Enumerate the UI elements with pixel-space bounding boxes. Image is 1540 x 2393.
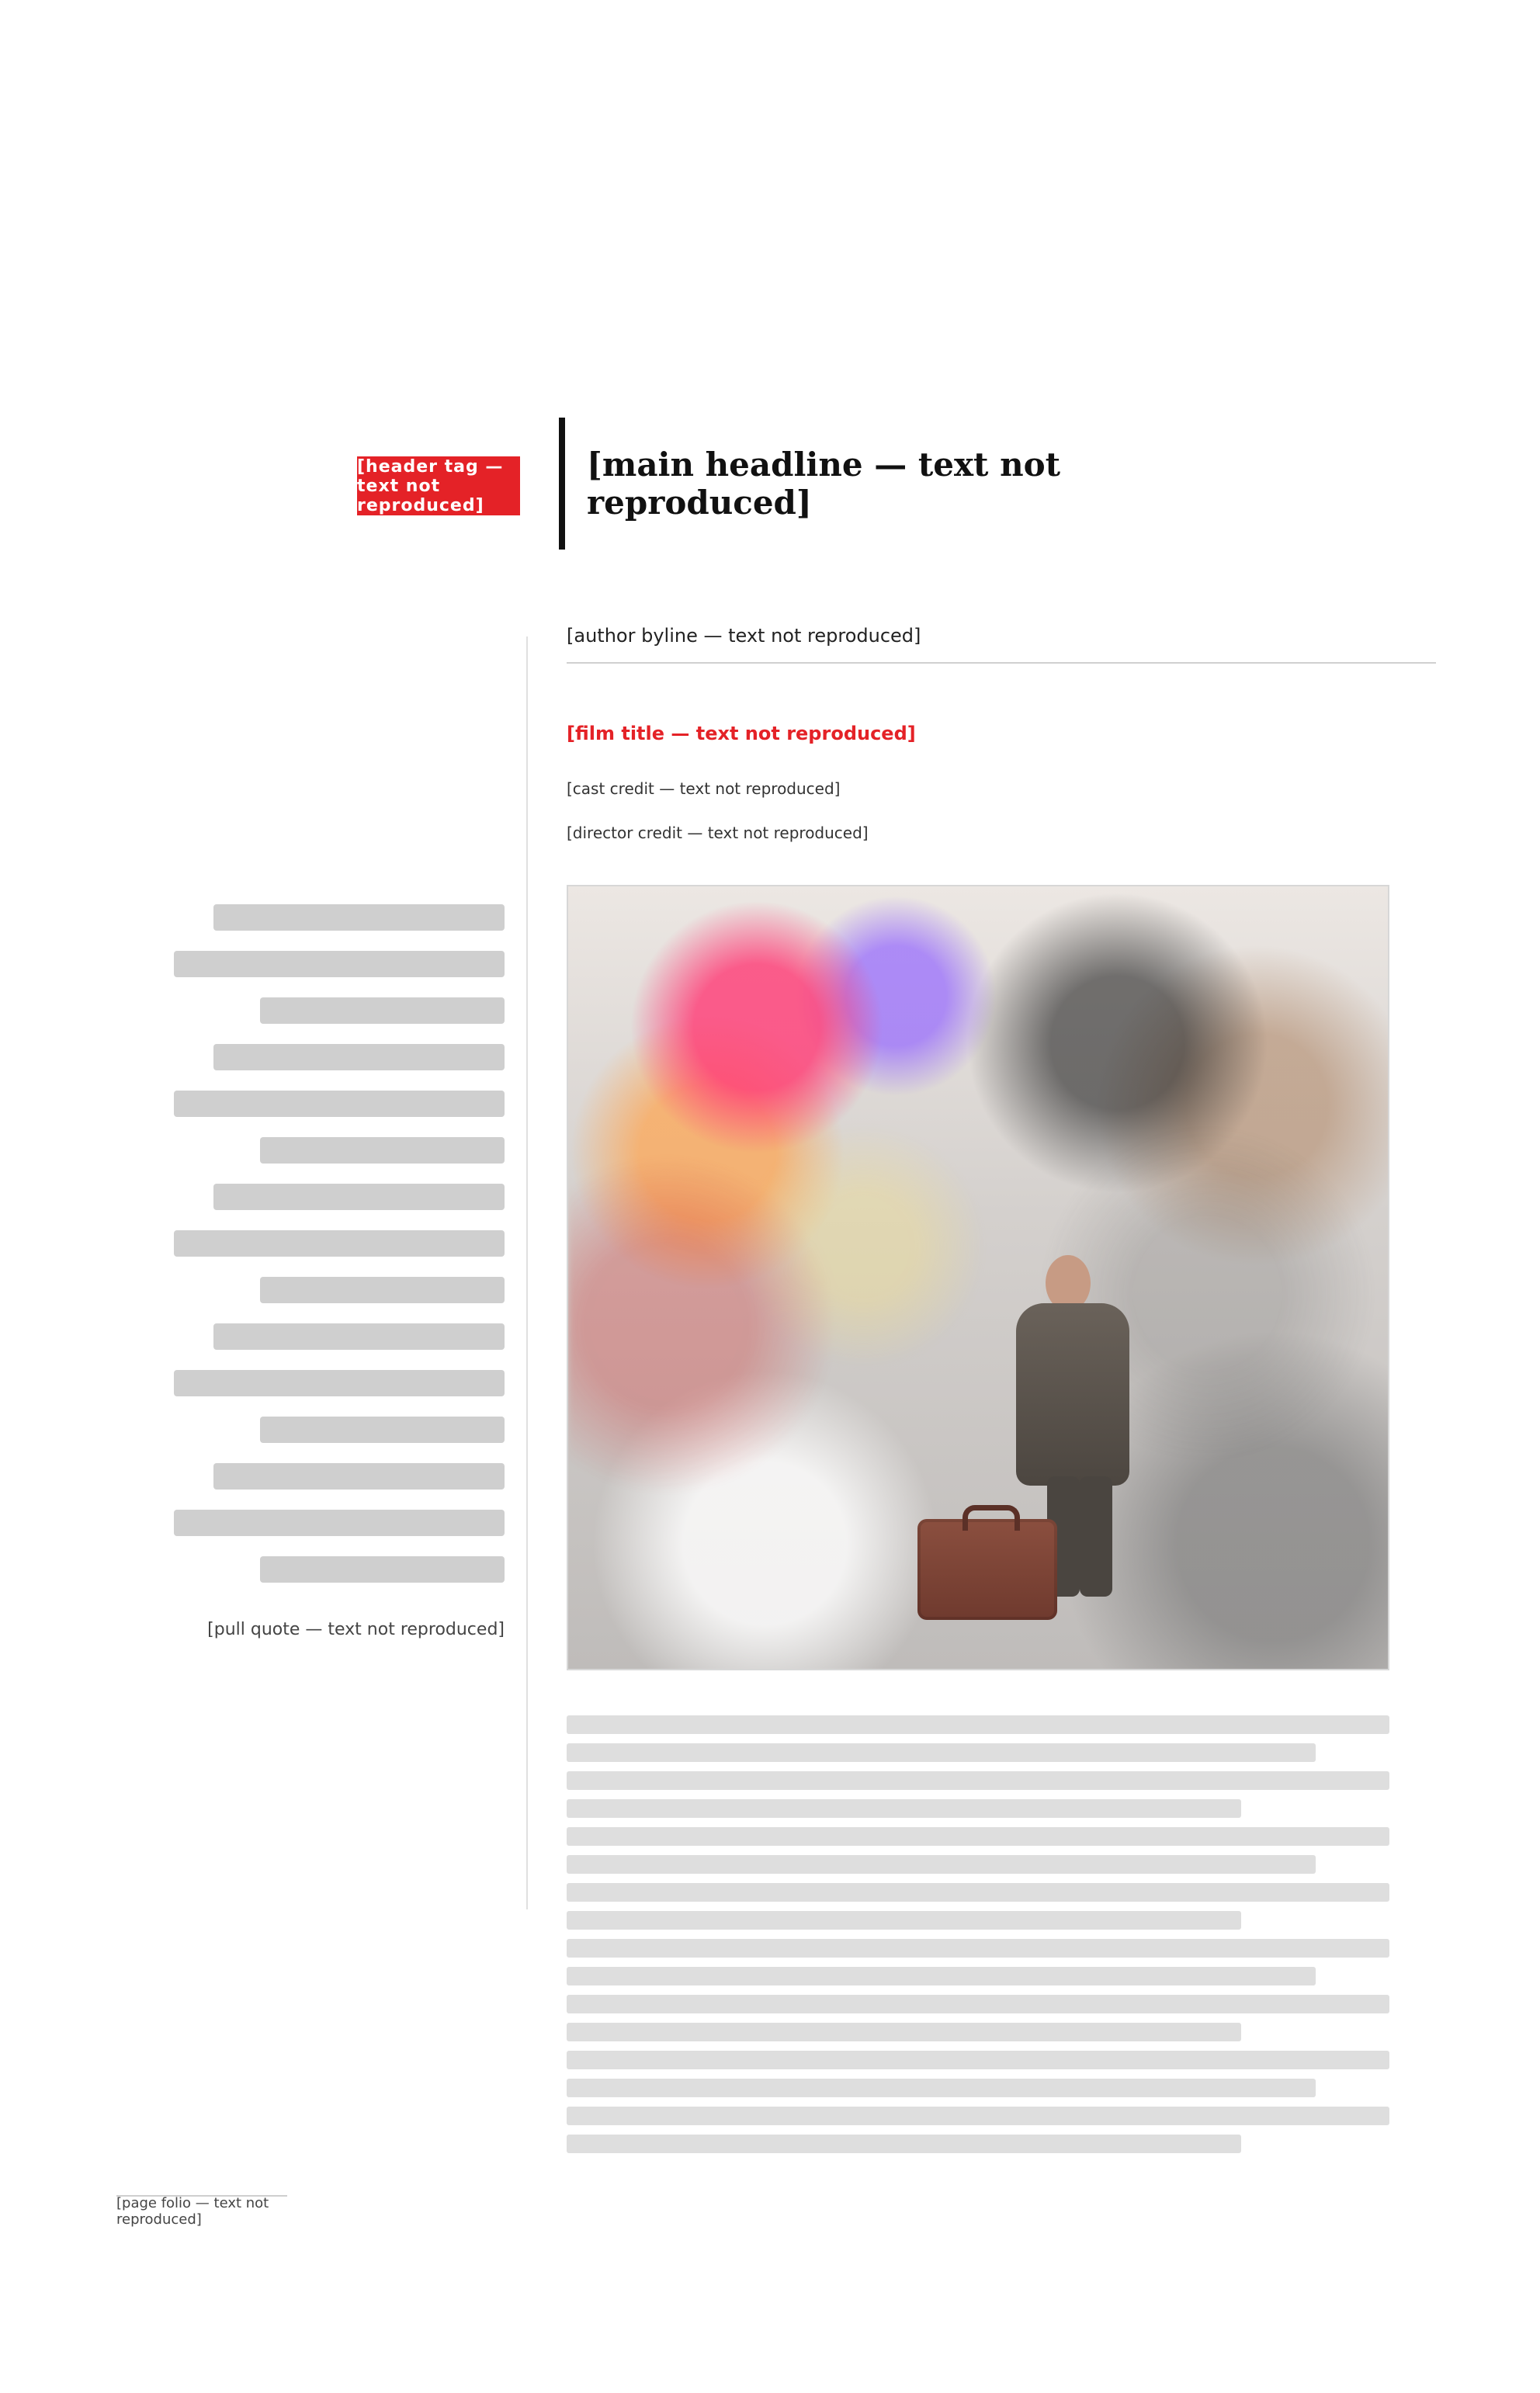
body-copy-line — [567, 1827, 1389, 1846]
body-copy-line — [567, 1939, 1389, 1958]
pull-quote-line — [174, 1510, 505, 1536]
header-tag: [header tag — text not reproduced] — [357, 456, 520, 515]
feature-photo — [567, 885, 1389, 1670]
body-copy-line — [567, 1883, 1389, 1902]
body-copy — [567, 1708, 1389, 2154]
pull-quote-line — [174, 1091, 505, 1117]
pull-quote-line — [260, 1137, 505, 1164]
body-copy-line — [567, 1771, 1389, 1790]
traveler-coat — [1016, 1303, 1129, 1486]
pull-quote-line — [174, 1230, 505, 1257]
pull-quote — [155, 636, 528, 1909]
body-copy-line — [567, 2079, 1316, 2097]
pull-quote-note: [pull quote — text not reproduced] — [207, 1619, 505, 1639]
suitcase-icon — [917, 1519, 1057, 1620]
body-copy-line — [567, 1855, 1316, 1874]
pull-quote-line — [174, 951, 505, 977]
traveler-leg-right — [1080, 1476, 1112, 1597]
body-copy-line — [567, 1911, 1241, 1930]
body-copy-line — [567, 1743, 1316, 1762]
pull-quote-line — [213, 1463, 505, 1490]
pull-quote-line — [174, 1370, 505, 1396]
main-headline: [main headline — text not reproduced] — [559, 418, 1149, 550]
pull-quote-line — [260, 1417, 505, 1443]
body-copy-line — [567, 2107, 1389, 2125]
body-copy-line — [567, 1995, 1389, 2013]
pull-quote-line — [213, 904, 505, 931]
cast-credit: [cast credit — text not reproduced] — [567, 779, 841, 798]
body-copy-line — [567, 1715, 1389, 1734]
body-copy-line — [567, 2051, 1389, 2069]
page-folio: [page folio — text not reproduced] — [116, 2195, 287, 2221]
pull-quote-line — [260, 1556, 505, 1583]
director-credit: [director credit — text not reproduced] — [567, 824, 869, 842]
body-copy-line — [567, 2135, 1241, 2153]
pull-quote-line — [213, 1044, 505, 1070]
body-copy-line — [567, 2023, 1241, 2041]
pull-quote-line — [213, 1323, 505, 1350]
pull-quote-line — [213, 1184, 505, 1210]
body-copy-line — [567, 1799, 1241, 1818]
pull-quote-line — [260, 997, 505, 1024]
byline: [author byline — text not reproduced] — [567, 609, 1436, 664]
pull-quote-line — [260, 1277, 505, 1303]
body-copy-line — [567, 1967, 1316, 1985]
film-title: [film title — text not reproduced] — [567, 723, 916, 744]
